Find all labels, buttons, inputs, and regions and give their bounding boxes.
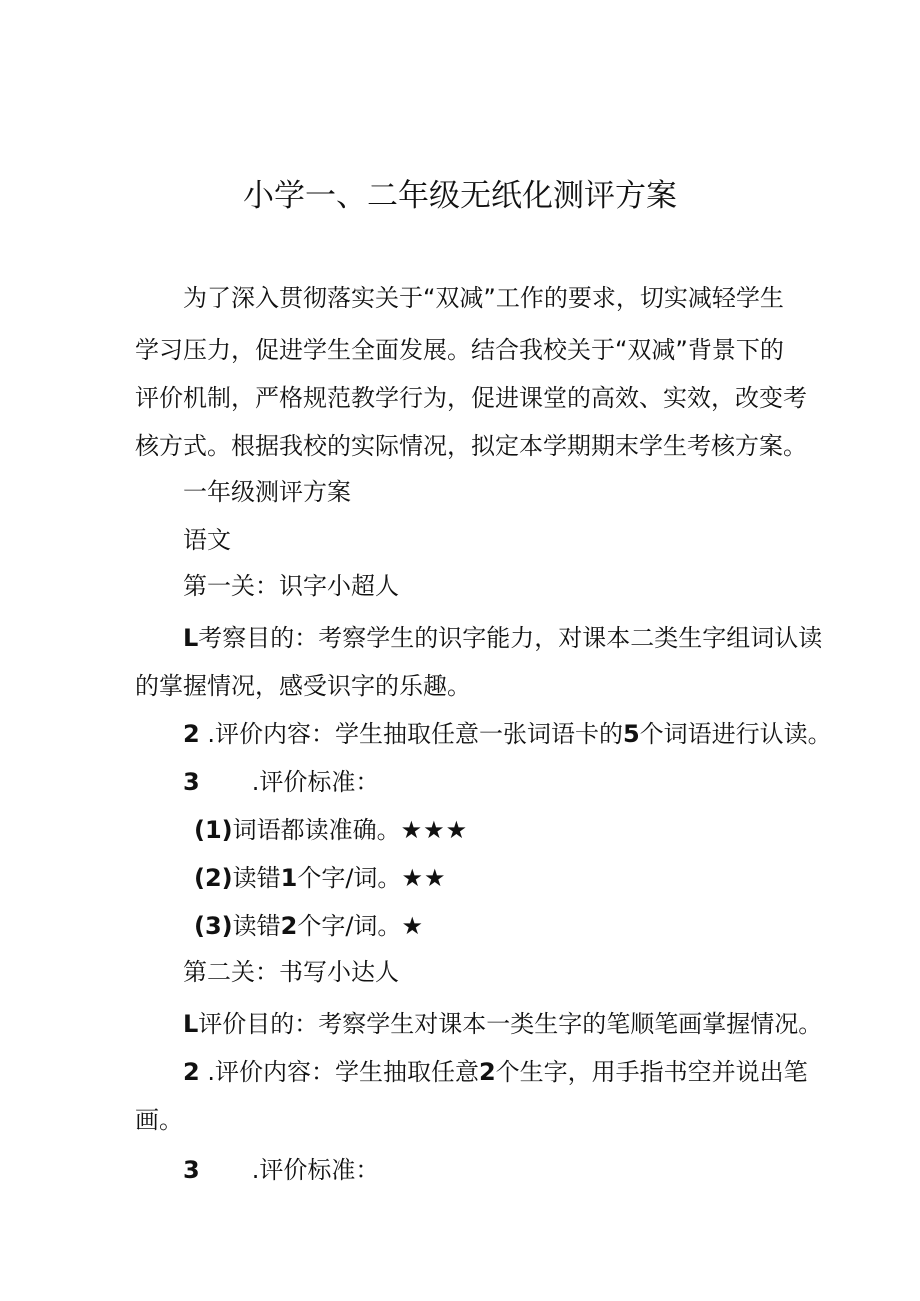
level2-item3 bbox=[183, 1154, 379, 1186]
item-text: 评价目的：考察学生对课本一类生字的笔顺笔画掌握情况。 bbox=[198, 1010, 823, 1038]
document-title: 小学一、二年级无纸化测评方案 bbox=[243, 178, 677, 214]
item-number: L bbox=[183, 624, 199, 652]
level2-title: 第二关：书写小达人 bbox=[183, 958, 399, 986]
subject-heading: 语文 bbox=[183, 526, 231, 554]
item-number: 2 bbox=[183, 720, 200, 748]
criteria-text: 读错 bbox=[232, 864, 281, 892]
item-number: 2 bbox=[183, 1058, 200, 1086]
item-text: .评价标准： bbox=[251, 768, 380, 796]
level2-item1 bbox=[183, 1008, 822, 1040]
item-text: 个词语进行认读。 bbox=[639, 720, 832, 748]
item-bold-number: 5 bbox=[622, 720, 640, 748]
star-rating: ★★★ bbox=[400, 816, 469, 844]
item-text: 考察目的：考察学生的识字能力，对课本二类生字组词认读 bbox=[198, 624, 823, 652]
criteria-text: 读错 bbox=[232, 912, 281, 940]
criteria-1 bbox=[194, 814, 468, 846]
level2-item2-continued: 画。 bbox=[135, 1106, 183, 1134]
criteria-text: 个字/词。 bbox=[297, 864, 402, 892]
item-text: .评价标准： bbox=[251, 1156, 380, 1184]
item-bold-number: 2 bbox=[478, 1058, 496, 1086]
level1-item3 bbox=[183, 766, 379, 798]
intro-line-4: 核方式。根据我校的实际情况，拟定本学期期末学生考核方案。 bbox=[135, 432, 807, 460]
item-number: L bbox=[183, 1010, 199, 1038]
criteria-number: (1) bbox=[194, 816, 233, 844]
criteria-3 bbox=[194, 910, 424, 942]
star-rating: ★ bbox=[401, 912, 424, 940]
item-text: 个生字，用手指书空并说出笔 bbox=[495, 1058, 808, 1086]
criteria-bold-number: 1 bbox=[280, 864, 298, 892]
level1-item1 bbox=[183, 622, 822, 654]
level2-item2 bbox=[183, 1056, 808, 1088]
item-text: .评价内容：学生抽取任意一张词语卡的 bbox=[199, 720, 623, 748]
star-rating: ★★ bbox=[401, 864, 447, 892]
criteria-2 bbox=[194, 862, 446, 894]
criteria-text: 词语都读准确。 bbox=[232, 816, 401, 844]
level1-title: 第一关：识字小超人 bbox=[183, 572, 399, 600]
intro-line-1: 为了深入贯彻落实关于“双减”工作的要求，切实减轻学生 bbox=[183, 284, 784, 312]
intro-line-2: 学习压力，促进学生全面发展。结合我校关于“双减”背景下的 bbox=[135, 336, 784, 364]
grade1-heading: 一年级测评方案 bbox=[183, 478, 351, 506]
item-number: 3 bbox=[183, 1156, 200, 1184]
intro-line-3: 评价机制，严格规范教学行为，促进课堂的高效、实效，改变考 bbox=[135, 384, 807, 412]
level1-item2 bbox=[183, 718, 832, 750]
item-text: .评价内容：学生抽取任意 bbox=[199, 1058, 479, 1086]
criteria-bold-number: 2 bbox=[280, 912, 298, 940]
item-number: 3 bbox=[183, 768, 200, 796]
criteria-number: (2) bbox=[194, 864, 233, 892]
criteria-number: (3) bbox=[194, 912, 233, 940]
level1-item1-continued: 的掌握情况，感受识字的乐趣。 bbox=[135, 672, 471, 700]
criteria-text: 个字/词。 bbox=[297, 912, 402, 940]
